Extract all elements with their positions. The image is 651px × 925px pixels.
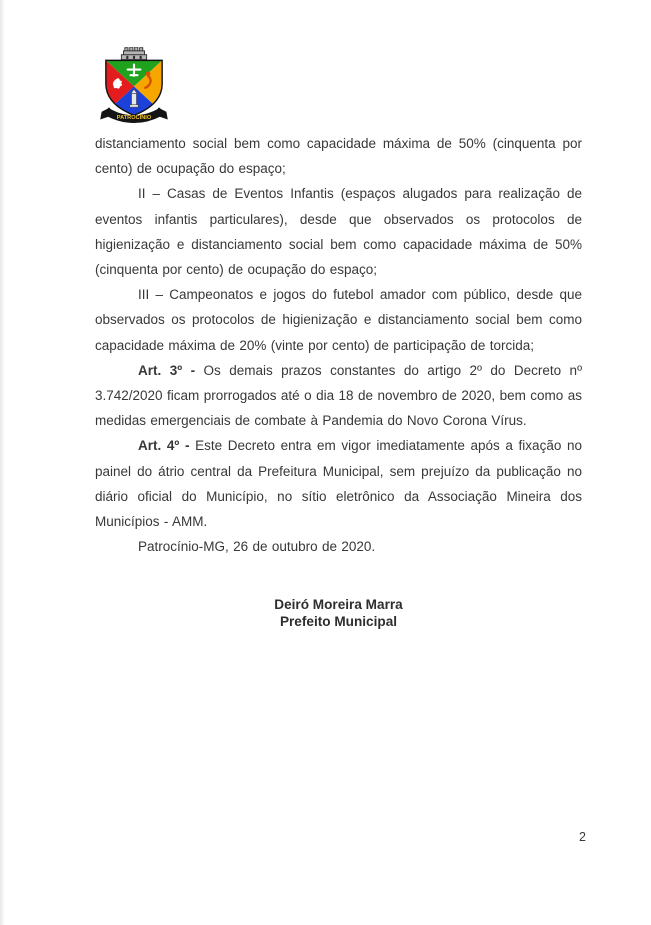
- article-4-label: Art. 4º -: [138, 438, 196, 454]
- paragraph-item-iii: III – Campeonatos e jogos do futebol amador com público, desde que observados os protocolos de higienização e distanciamento social bem como capacidade máxima de 20% (vinte por cento) de participação de torcida;: [95, 287, 582, 353]
- paragraph-article-4: [95, 433, 582, 534]
- coat-of-arms-icon: [98, 47, 170, 123]
- paragraph-item-ii: II – Casas de Eventos Infantis (espaços alugados para realização de eventos infantis particulares), desde que observados os protocolos de higienização e distanciamento social bem como capacidade máxima de 50% (cinquenta por cento) de ocupação do espaço;: [95, 186, 582, 278]
- page-number: 2: [579, 830, 586, 844]
- banner-text: PATROCÍNIO: [116, 114, 152, 121]
- scan-edge-artifact: [0, 0, 4, 925]
- dateline: Patrocínio-MG, 26 de outubro de 2020.: [138, 539, 376, 555]
- paragraph-continuation: distanciamento social bem como capacidade máxima de 50% (cinquenta por cento) de ocupação do espaço;: [95, 136, 582, 177]
- article-4-text: Este Decreto entra em vigor imediatamente após a fixação no painel do átrio central da Prefeitura Municipal, sem prejuízo da publicação no diário oficial do Município, no sítio eletrônico da Associação Mineira dos Municípios - AMM.: [95, 438, 582, 530]
- article-3-label: Art. 3º -: [138, 362, 204, 378]
- patrocinio-coat-of-arms-logo: [98, 47, 170, 123]
- signatory-name: Deiró Moreira Marra: [274, 597, 403, 613]
- signatory-title: Prefeito Municipal: [279, 614, 398, 630]
- article-3-text: Os demais prazos constantes do artigo 2º do Decreto nº 3.742/2020 ficam prorrogados até o dia 18 de novembro de 2020, bem como as medidas emergenciais de combate à Pandemia do Novo Corona Vírus.: [95, 362, 582, 429]
- document-body: [95, 131, 582, 630]
- paragraph-article-3: [95, 358, 582, 434]
- signature-block: [95, 596, 582, 630]
